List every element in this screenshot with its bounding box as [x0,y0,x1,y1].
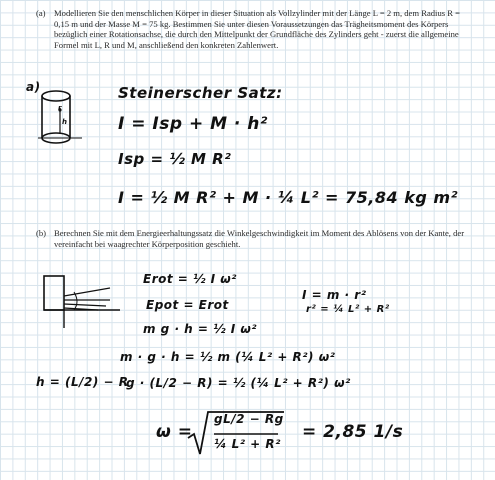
eq-g: g · (L/2 − R) = ½ (¼ L² + R²) ω² [126,376,351,390]
task-a-label: (a) [36,8,46,18]
task-b-text [36,228,466,249]
part-a-marker: a) [26,80,41,94]
eq-r-squared: r² = ¼ L² + R² [306,304,390,315]
edge-sketch [40,272,132,336]
eq-inertia-result: I = ½ M R² + M · ¼ L² = 75,84 kg m² [118,188,459,207]
cylinder-r-label: r [58,104,62,112]
task-a-body: Modellieren Sie den menschlichen Körper in dieser Situation als Vollzylinder mit der Länge L = 2 m, dem Radius R = 0,15 m und der Masse M = 75 kg. Bestimmen Sie unter diesen Voraussetzungen das Trägheitsmoment des Körpers bezüglich einer Rotationsachse, die durch den Mittelpunkt der Grundfläche des Zylinders geht - zuerst die allgemeine Formel mit L, R und M, anschließend den konkreten Zahlenwert. [54,8,460,50]
eq-e-pot: Epot = Erot [146,298,229,312]
omega-result: = 2,85 1/s [302,422,404,442]
eq-substituted: m · g · h = ½ m (¼ L² + R²) ω² [120,350,336,364]
eq-mgh: m g · h = ½ I ω² [143,322,258,336]
omega-lhs: ω = [156,422,193,442]
h-definition: h = (L/2) − R [36,375,129,389]
omega-numerator: gL/2 − Rg [214,412,284,426]
eq-e-rot: Erot = ½ I ω² [143,272,237,286]
eq-point-inertia: I = m · r² [302,288,367,302]
steiner-heading: Steinerscher Satz: [118,84,283,102]
cylinder-h-label: h [62,118,68,126]
eq-steiner: I = Isp + M · h² [118,114,268,134]
task-b-body: Berechnen Sie mit dem Energieerhaltungssatz die Winkelgeschwindigkeit im Moment des Ablösens von der Kante, der vereinfacht bei waagrechter Körperposition geschieht. [54,228,465,249]
omega-denominator: ¼ L² + R² [214,437,281,451]
eq-isp: Isp = ½ M R² [118,150,232,168]
task-b-label: (b) [36,228,47,238]
task-a-text [36,8,466,50]
